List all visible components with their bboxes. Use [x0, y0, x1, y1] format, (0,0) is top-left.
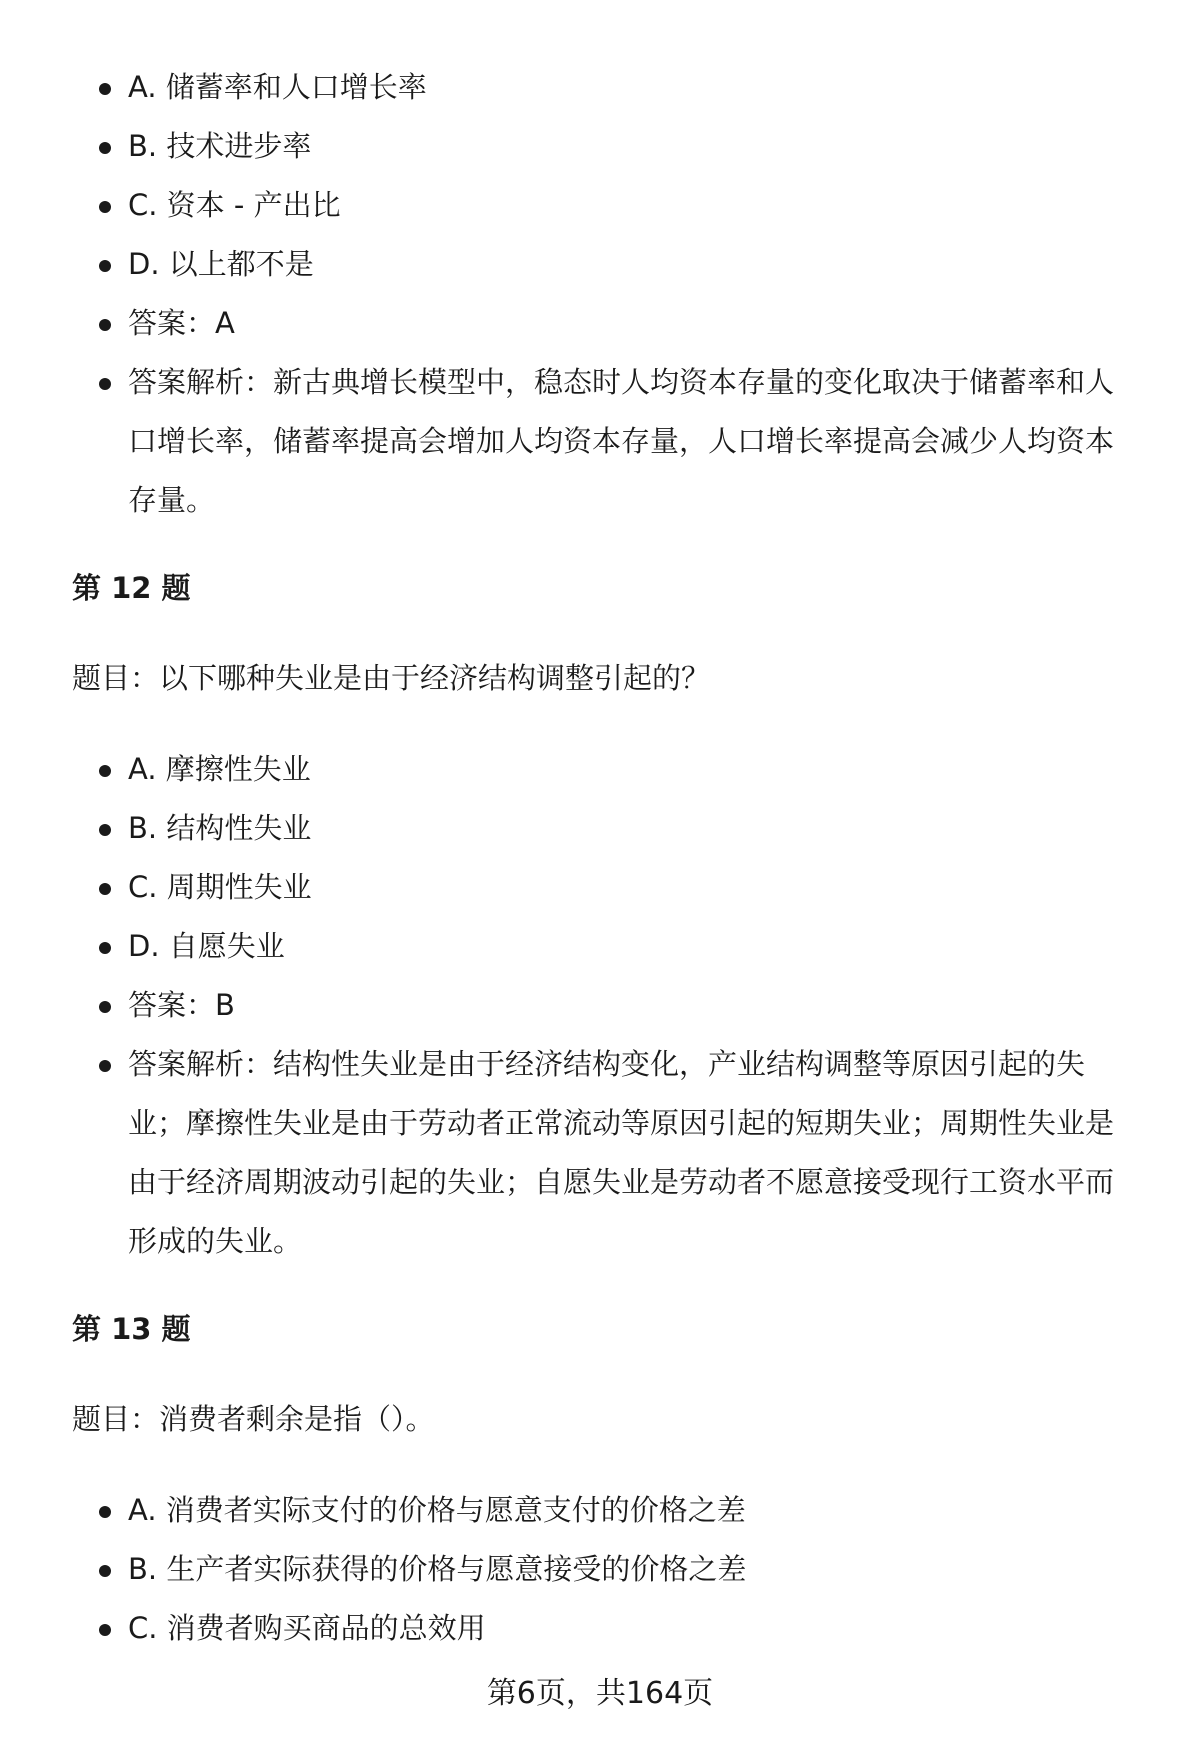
q12-explanation: 答案解析：结构性失业是由于经济结构变化，产业结构调整等原因引起的失业；摩擦性失业是由于劳动者正常流动等原因引起的短期失业；周期性失业是由于经济周期波动引起的失业；自愿失业是劳动者不愿意接受现行工资水平而形成的失业。: [72, 1035, 1142, 1271]
q13-option-a: A. 消费者实际支付的价格与愿意支付的价格之差: [72, 1481, 1142, 1540]
q13-stem: 题目：消费者剩余是指（）。: [72, 1402, 435, 1436]
q11-answer: 答案：A: [72, 294, 1142, 353]
q12-option-d: D. 自愿失业: [72, 917, 1142, 976]
q11-option-a: A. 储蓄率和人口增长率: [72, 58, 1142, 117]
q11-explanation: 答案解析：新古典增长模型中，稳态时人均资本存量的变化取决于储蓄率和人口增长率，储蓄率提高会增加人均资本存量，人口增长率提高会减少人均资本存量。: [72, 353, 1142, 530]
q11-option-d: D. 以上都不是: [72, 235, 1142, 294]
q13-heading: 第 13 题: [72, 1312, 191, 1346]
document-page: [72, 58, 1142, 1658]
q11-option-b: B. 技术进步率: [72, 117, 1142, 176]
q12-option-b: B. 结构性失业: [72, 799, 1142, 858]
q13-option-b: B. 生产者实际获得的价格与愿意接受的价格之差: [72, 1540, 1142, 1599]
q13-option-c: C. 消费者购买商品的总效用: [72, 1599, 1142, 1658]
q12-stem: 题目：以下哪种失业是由于经济结构调整引起的？: [72, 661, 711, 695]
q12-heading: 第 12 题: [72, 571, 191, 605]
q12-option-c: C. 周期性失业: [72, 858, 1142, 917]
q12-option-a: A. 摩擦性失业: [72, 740, 1142, 799]
q12-answer: 答案：B: [72, 976, 1142, 1035]
q11-option-list: [72, 58, 1142, 530]
q12-option-list: [72, 740, 1142, 1271]
page-number-footer: 第6页，共164页: [486, 1676, 714, 1711]
q11-option-c: C. 资本 - 产出比: [72, 176, 1142, 235]
q13-option-list: [72, 1481, 1142, 1658]
